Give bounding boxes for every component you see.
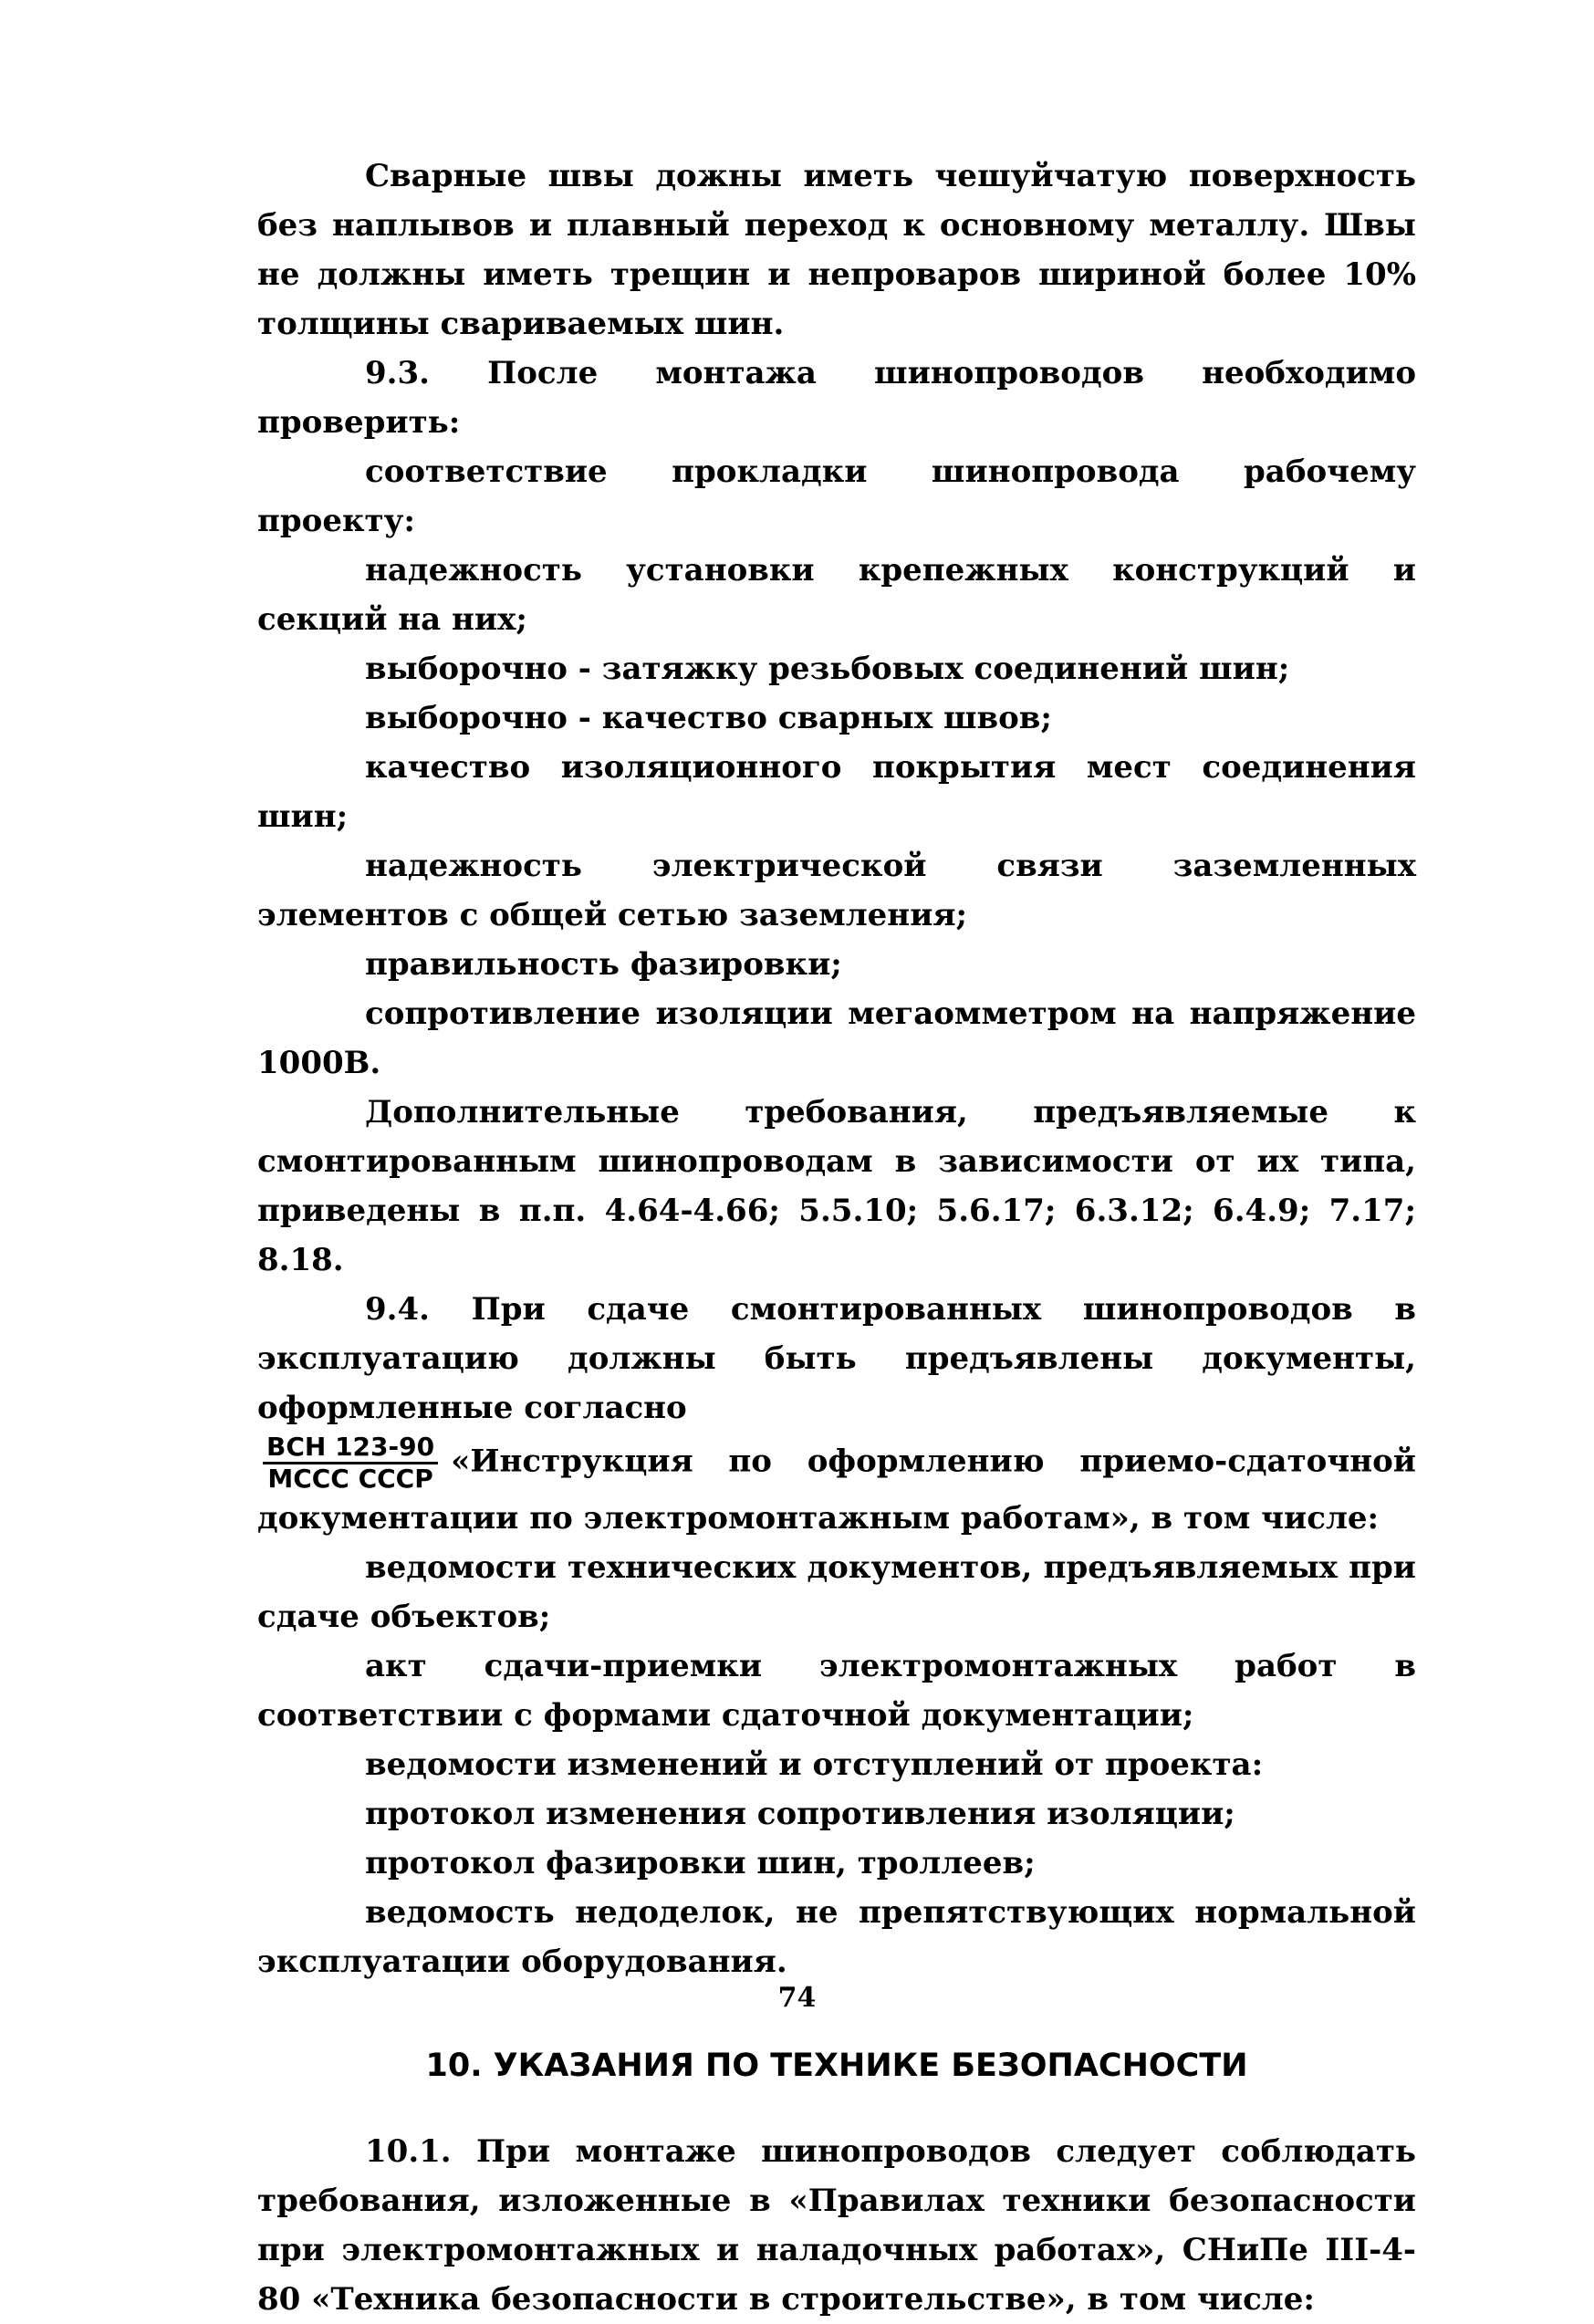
standard-fraction (263, 1433, 438, 1494)
paragraph-10-1: 10.1. При монтаже шинопроводов следует соблюдать требования, изложенные в «Правилах техники безопасности при электромонтажных и наладочных работах», СНиПе III-4-80 «Техника безопасности в строительстве», в том числе: (257, 2133, 1416, 2318)
paragraph-instruction-reference (257, 1433, 1416, 1543)
list-item: соответствие прокладки шинопровода рабочему проекту: (257, 453, 1416, 539)
fraction-denominator: МССС СССР (267, 1464, 433, 1494)
fraction-numerator: ВСН 123-90 (263, 1433, 438, 1464)
list-item: надежность электрической связи заземленных элементов с общей сетью заземления; (257, 848, 1416, 933)
list-item: выборочно - затяжку резьбовых соединений шин; (365, 651, 1290, 687)
instruction-title-text: «Инструкция по оформлению приемо-сдаточной документации по электромонтажным работам», в том числе: (257, 1443, 1416, 1537)
paragraph-9-4: 9.4. При сдаче смонтированных шинопроводов в эксплуатацию должны быть предъявлены документы, оформленные согласно (257, 1291, 1416, 1426)
list-item: надежность установки крепежных конструкций и секций на них; (257, 552, 1416, 638)
list-item: протокол изменения сопротивления изоляции; (365, 1796, 1235, 1832)
list-item: качество изоляционного покрытия мест соединения шин; (257, 749, 1416, 835)
list-item: ведомость недоделок, не препятствующих нормальной эксплуатации оборудования. (257, 1894, 1416, 1980)
list-item: правильность фазировки; (365, 946, 842, 983)
list-item: сопротивление изоляции мегаомметром на напряжение 1000В. (257, 995, 1416, 1081)
list-item: ведомости изменений и отступлений от проекта: (365, 1746, 1264, 1783)
section-title: 10. УКАЗАНИЯ ПО ТЕХНИКЕ БЕЗОПАСНОСТИ (425, 2048, 1248, 2084)
page-number: 74 (777, 1982, 817, 2014)
paragraph-9-3: 9.3. После монтажа шинопроводов необходимо проверить: (257, 355, 1416, 441)
list-item: выборочно - качество сварных швов; (365, 700, 1052, 736)
list-item: протокол фазировки шин, троллеев; (365, 1845, 1036, 1881)
list-item: акт сдачи-приемки электромонтажных работ в соответствии с формами сдаточной документации; (257, 1648, 1416, 1734)
list-item: ведомости технических документов, предъявляемых при сдаче объектов; (257, 1549, 1416, 1635)
paragraph-additional-requirements: Дополнительные требования, предъявляемые к смонтированным шинопроводам в зависимости от их типа, приведены в п.п. 4.64-4.66; 5.5.10; 5.6.17; 6.3.12; 6.4.9; 7.17; 8.18. (257, 1094, 1416, 1278)
paragraph-welds: Сварные швы дожны иметь чешуйчатую поверхность без наплывов и плавный переход к основному металлу. Швы не должны иметь трещин и непроваров шириной более 10% толщины свариваемых шин. (257, 158, 1416, 342)
